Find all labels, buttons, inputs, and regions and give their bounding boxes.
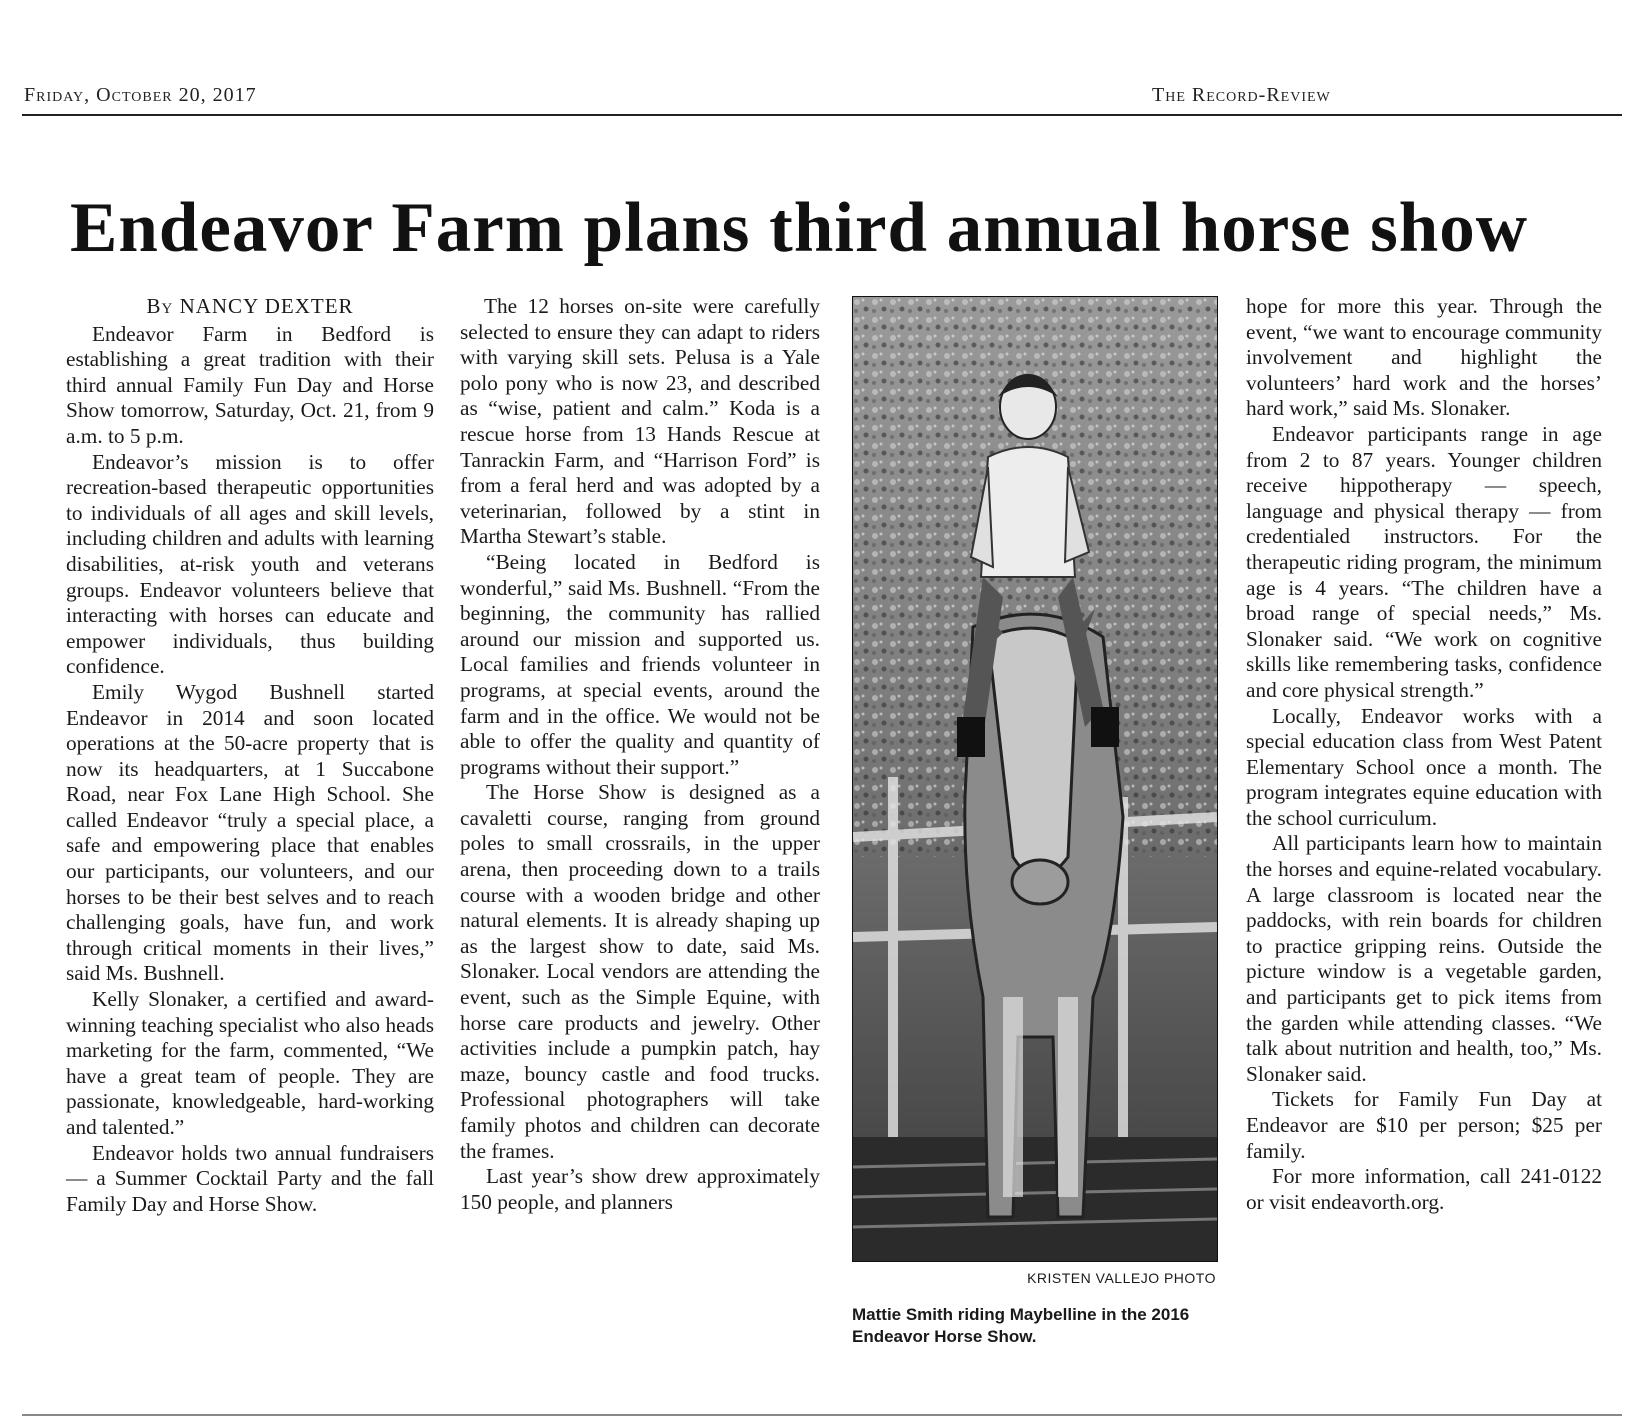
horse-rider-photo	[852, 296, 1218, 1262]
paragraph: “Being located in Bedford is wonderful,” said Ms. Bushnell. “From the beginning, the community has rallied around our mission and supported us. Local families and friends volunteer in programs, at special events, around the farm and in the office. We would not be able to offer the quality and quantity of programs without their support.”	[460, 549, 820, 779]
byline-name: NANCY DEXTER	[179, 294, 354, 318]
paragraph: For more information, call 241-0122 or visit endeavorth.org.	[1246, 1164, 1602, 1214]
photo-credit: KRISTEN VALLEJO PHOTO	[1027, 1270, 1216, 1286]
article-column-1	[66, 294, 434, 1217]
masthead-rule	[22, 114, 1622, 116]
paragraph: Endeavor holds two annual fundraisers — a Summer Cocktail Party and the fall Family Day and Horse Show.	[66, 1140, 434, 1216]
article-column-3	[1246, 294, 1602, 1215]
masthead-paper-name: The Record-Review	[1152, 84, 1331, 106]
byline-prefix: By	[146, 294, 174, 318]
paragraph: All participants learn how to maintain the horses and equine-related vocabulary. A large classroom is located near the paddocks, with rein boards for children to practice gripping reins. Outside the picture window is a vegetable garden, and participants get to pick items from the garden while attending classes. “We talk about nutrition and health, too,” Ms. Slonaker said.	[1246, 831, 1602, 1086]
masthead-date: Friday, October 20, 2017	[24, 84, 257, 106]
paragraph: The 12 horses on-site were carefully selected to ensure they can adapt to riders with varying skill sets. Pelusa is a Yale polo pony who is now 23, and described as “wise, patient and calm.” Koda is a rescue horse from 13 Hands Rescue at Tanrackin Farm, and “Harrison Ford” is from a feral herd and was adopted by a veterinarian, followed by a stint in Martha Stewart’s stable.	[460, 294, 820, 549]
paragraph: Endeavor’s mission is to offer recreation-based therapeutic opportunities to individuals of all ages and skill levels, including children and adults with learning disabilities, at-risk youth and veterans groups. Endeavor volunteers believe that interacting with horses can educate and empower individuals, thus building confidence.	[66, 449, 434, 679]
paragraph: Endeavor participants range in age from 2 to 87 years. Younger children receive hippotherapy — speech, language and physical therapy — from credentialed instructors. For the therapeutic riding program, the minimum age is 4 years. “The children have a broad range of special needs,” Ms. Slonaker said. “We work on cognitive skills like remembering tasks, confidence and core physical strength.”	[1246, 421, 1602, 702]
paragraph: Kelly Slonaker, a certified and award-winning teaching specialist who also heads marketing for the farm, commented, “We have a great team of people. They are passionate, knowledgeable, hard-working and talented.”	[66, 987, 434, 1139]
photo-illustration	[853, 297, 1217, 1261]
paragraph: Endeavor Farm in Bedford is establishing a great tradition with their third annual Family Fun Day and Horse Show tomorrow, Saturday, Oct. 21, from 9 a.m. to 5 p.m.	[66, 321, 434, 448]
paragraph: Emily Wygod Bushnell started Endeavor in 2014 and soon located operations at the 50-acre property that is now its headquarters, at 1 Succabone Road, near Fox Lane High School. She called Endeavor “truly a special place, a safe and empowering place that enables our participants, our volunteers, and our horses to be their best selves and to reach challenging goals, have fun, and work through critical moments in their lives,” said Ms. Bushnell.	[66, 679, 434, 986]
paragraph: hope for more this year. Through the event, “we want to encourage community involvement and highlight the volunteers’ hard work and the horses’ hard work,” said Ms. Slonaker.	[1246, 294, 1602, 421]
paragraph: Locally, Endeavor works with a special education class from West Patent Elementary School once a month. The program integrates equine education with the school curriculum.	[1246, 703, 1602, 830]
headline: Endeavor Farm plans third annual horse show	[70, 189, 1529, 267]
paragraph: Tickets for Family Fun Day at Endeavor are $10 per person; $25 per family.	[1246, 1087, 1602, 1163]
paragraph: Last year’s show drew approximately 150 people, and planners	[460, 1164, 820, 1214]
page-bottom-edge	[22, 1414, 1622, 1416]
article-column-2	[460, 294, 820, 1215]
photo-caption: Mattie Smith riding Maybelline in the 2016 Endeavor Horse Show.	[852, 1305, 1190, 1346]
paragraph: The Horse Show is designed as a cavaletti course, ranging from ground poles to small crossrails, in the upper arena, then proceeding down to a trails course with a wooden bridge and other natural elements. It is already shaping up as the largest show to date, said Ms. Slonaker. Local vendors are attending the event, such as the Simple Equine, with horse care products and jewelry. Other activities include a pumpkin patch, hay maze, bouncy castle and food trucks. Professional photographers will take family photos and children can decorate the frames.	[460, 780, 820, 1163]
byline	[66, 294, 434, 320]
